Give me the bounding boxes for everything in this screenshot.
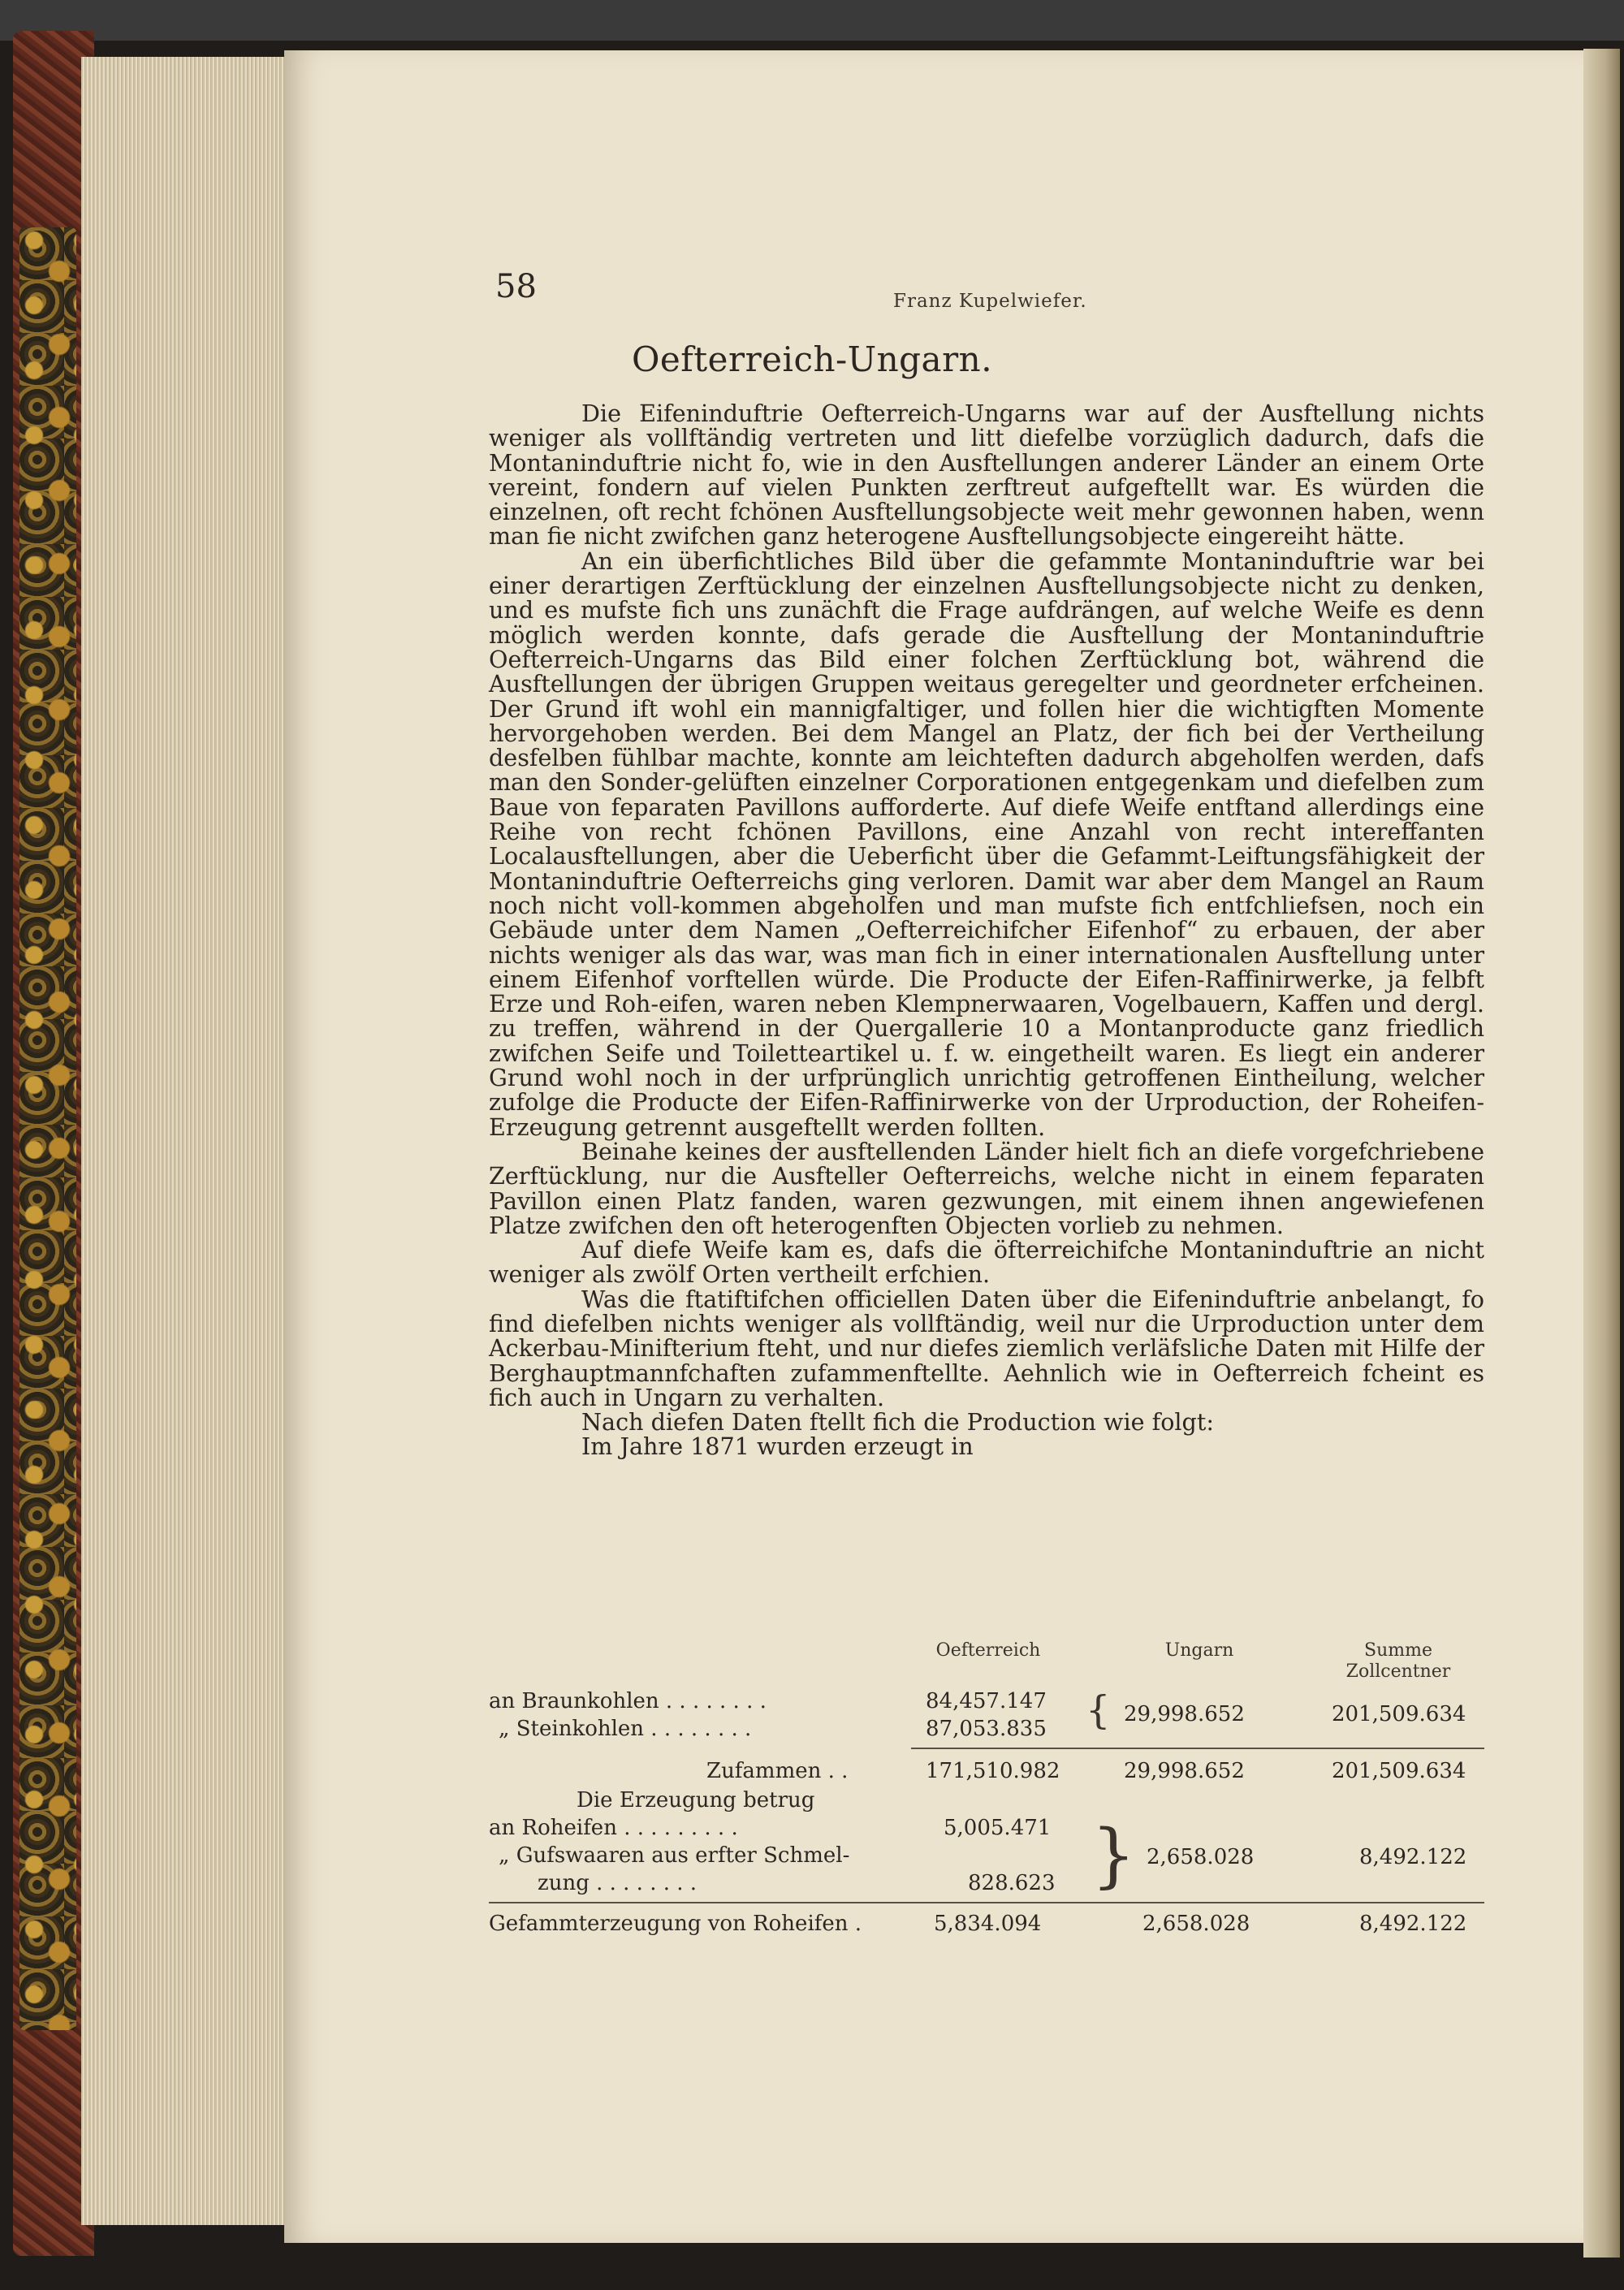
paragraph: Im Jahre 1871 wurden erzeugt in bbox=[581, 1432, 974, 1461]
value-steinkohlen-oe: 87,053.835 bbox=[926, 1717, 1047, 1741]
col-header-oesterreich: Oefterreich bbox=[935, 1640, 1041, 1661]
row-label-braunkohlen: an Braunkohlen . . . . . . . . bbox=[489, 1689, 767, 1713]
value-braunkohlen-oe: 84,457.147 bbox=[926, 1689, 1047, 1713]
col-header-ungarn: Ungarn bbox=[1164, 1640, 1234, 1661]
marbled-endpaper bbox=[19, 227, 76, 2030]
paragraph: Auf diefe Weife kam es, dafs die öfterreichifche Montaninduftrie an nicht weniger als zwölf Orten vertheilt erfchien. bbox=[489, 1236, 1484, 1289]
brace-eisen: } bbox=[1091, 1815, 1136, 1896]
row-label-gusswaaren-2: zung . . . . . . . . bbox=[538, 1871, 698, 1895]
running-head: Franz Kupelwiefer. bbox=[893, 291, 1087, 312]
row-label-steinkohlen: „ Steinkohlen . . . . . . . . bbox=[499, 1717, 752, 1741]
paragraph: An ein überfichtliches Bild über die gefammte Montaninduftrie war bei einer derartigen Zerftücklung der einzelnen Ausftellungsobjecte nicht zu denken, und es mufste fich uns zunächft die Frage aufdrängen, auf welche Weife es denn möglich werden konnte, dafs gerade die Ausftellung der Montaninduftrie Oefterreich-Ungarns das Bild einer folchen Zerftücklung bot, während die Ausftellungen der übrigen Gruppen weitaus geregelter und geordneter erfcheinen. Der Grund ift wohl ein mannigfaltiger, und follen hier die wichtigften Momente hervorgehoben werden. Bei dem Mangel an Platz, der fich bei der Vertheilung desfelben fühlbar machte, konnte am leichteften dadurch abgeholfen werden, dafs man den Sonder-gelüften einzelner Corporationen entgegenkam und diefelben zum Baue von feparaten Pavillons aufforderte. Auf diefe Weife entftand allerdings eine Reihe von recht fchönen Pavillons, eine Anzahl von recht intereffanten Localausftellungen, aber die Ueberficht über die Gefammt-Leiftungsfähigkeit der Montaninduftrie Oefterreichs ging verloren. Damit war aber dem Mangel an Raum noch nicht voll-kommen abgeholfen und man mufste fich entfchliefsen, noch ein Gebäude unter dem Namen „Oefterreichifcher Eifenhof“ zu erbauen, der aber nichts weniger als das war, was man fich in einer internationalen Ausftellung unter einem Eifenhof vorftellen würde. Die Producte der Eifen-Raffinirwerke, ja felbft Erze und Roh-eifen, waren neben Klempnerwaaren, Vogelbauern, Kaffen und dergl. zu treffen, während in der Quergallerie 10 a Montanproducte ganz friedlich zwifchen Seife und Toiletteartikel u. f. w. eingetheilt waren. Es liegt ein anderer Grund wohl noch in der urfprünglich unrichtig getroffenen Eintheilung, welcher zufolge die Producte der Eifen-Raffinirwerke von der Urproduction, der Roheifen-Erzeugung getrennt ausgeftellt werden follten. bbox=[489, 547, 1484, 1141]
page-number: 58 bbox=[495, 268, 537, 305]
value-gesammt-summe: 8,492.122 bbox=[1359, 1912, 1467, 1936]
row-label-zusammen: Zufammen . . bbox=[706, 1759, 849, 1783]
value-kohlen-summe: 201,509.634 bbox=[1332, 1702, 1466, 1726]
table-rule bbox=[911, 1748, 1484, 1749]
brace-kohlen: { bbox=[1086, 1687, 1111, 1733]
row-label-gusswaaren: „ Gufswaaren aus erfter Schmel- bbox=[499, 1843, 850, 1868]
value-kohlen-ungarn: 29,998.652 bbox=[1124, 1702, 1245, 1726]
paragraph: Die Eifeninduftrie Oefterreich-Ungarns war auf der Ausftellung nichts weniger als vollftändig vertreten und litt diefelbe vorzüglich dadurch, dafs die Montaninduftrie nicht fo, wie in den Ausftellungen anderer Länder an einem Orte vereint, fondern auf vielen Punkten zerftreut aufgeftellt war. Es würden die einzelnen, oft recht fchönen Ausftellungsobjecte weit mehr gewonnen haben, wenn man fie nicht zwifchen ganz heterogene Ausftellungsobjecte eingereiht hätte. bbox=[489, 400, 1484, 551]
paragraph: Nach diefen Daten ftellt fich die Production wie folgt: bbox=[581, 1408, 1214, 1437]
value-zusammen-summe: 201,509.634 bbox=[1332, 1759, 1466, 1783]
table-rule bbox=[489, 1902, 1484, 1903]
row-label-roheisen: an Roheifen . . . . . . . . . bbox=[489, 1816, 738, 1840]
value-gesammt-ungarn: 2,658.028 bbox=[1142, 1912, 1250, 1936]
value-zusammen-ungarn: 29,998.652 bbox=[1124, 1759, 1245, 1783]
background-top bbox=[0, 0, 1624, 41]
right-page-edge bbox=[1583, 49, 1620, 2258]
paragraph: Was die ftatiftifchen officiellen Daten über die Eifeninduftrie anbelangt, fo find diefelben nichts weniger als vollftändig, weil nur die Urproduction unter dem Ackerbau-Minifterium fteht, und nur diefes ziemlich verläfsliche Daten mit Hilfe der Berghauptmannfchaften zufammenftellte. Aehnlich wie in Oefterreich fcheint es fich auch in Ungarn zu verhalten. bbox=[489, 1285, 1484, 1411]
col-header-summe: Summe bbox=[1364, 1640, 1432, 1661]
page-block-edges bbox=[81, 57, 292, 2225]
col-header-zollcentner: Zollcentner bbox=[1345, 1661, 1451, 1682]
value-roheisen-oe: 5,005.471 bbox=[944, 1816, 1052, 1840]
value-zusammen-oe: 171,510.982 bbox=[926, 1759, 1060, 1783]
value-eisen-summe: 8,492.122 bbox=[1359, 1845, 1467, 1869]
value-eisen-ungarn: 2,658.028 bbox=[1147, 1845, 1255, 1869]
section-title: Oefterreich-Ungarn. bbox=[631, 339, 993, 379]
paragraph: Beinahe keines der ausftellenden Länder hielt fich an diefe vorgefchriebene Zerftücklung, nur die Ausfteller Oefterreichs, welche nicht in einem feparaten Pavillon einen Platz fanden, waren gezwungen, mit einem ihnen angewiefenen Platze zwifchen den oft heterogenften Objecten vorlieb zu nehmen. bbox=[489, 1137, 1484, 1239]
row-label-erzeugung: Die Erzeugung betrug bbox=[577, 1788, 815, 1813]
value-gusswaaren-oe: 828.623 bbox=[968, 1871, 1056, 1895]
body-text bbox=[489, 401, 1484, 1459]
row-label-gesammterzeugung: Gefammterzeugung von Roheifen . bbox=[489, 1912, 862, 1936]
value-gesammt-oe: 5,834.094 bbox=[934, 1912, 1042, 1936]
